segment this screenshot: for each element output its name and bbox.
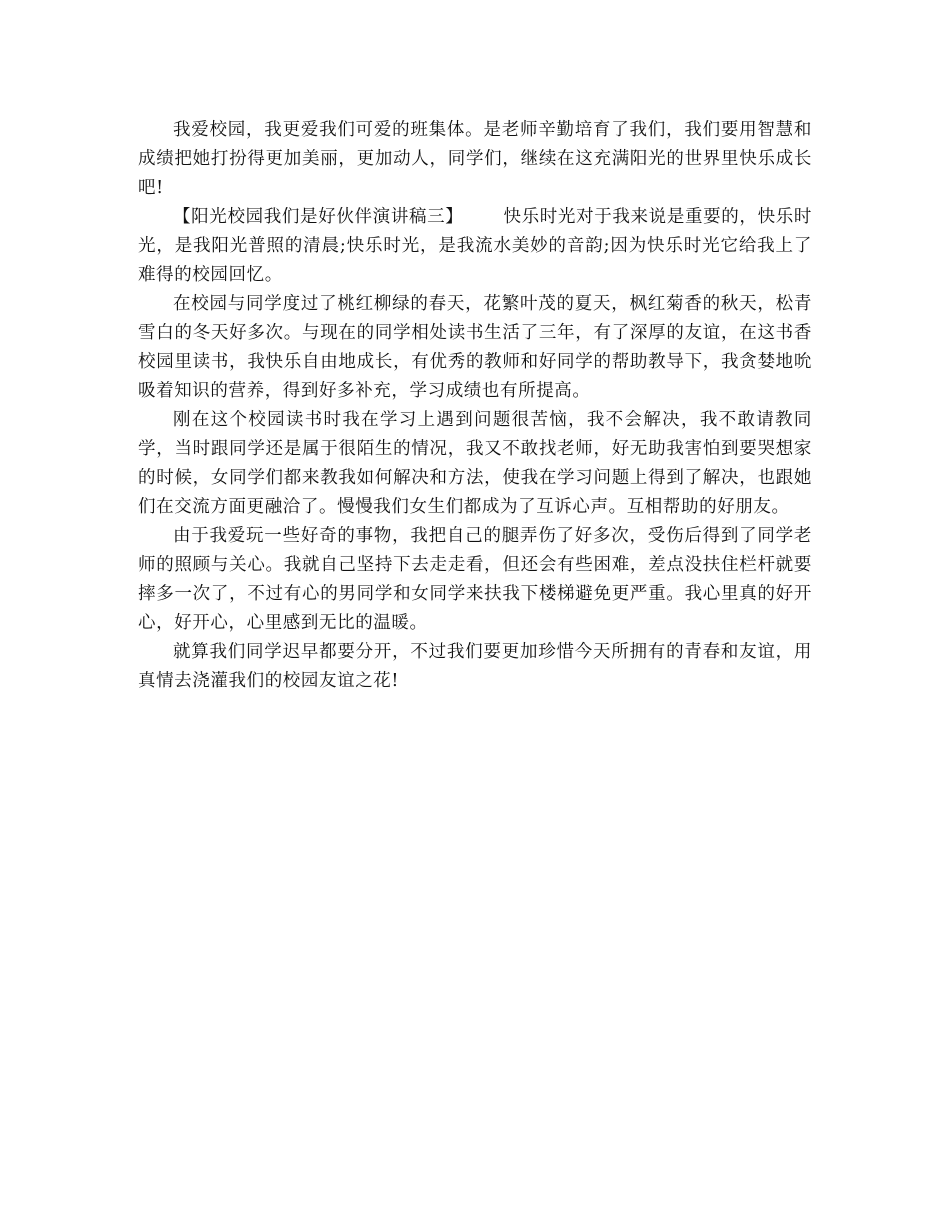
paragraph-4-text: 刚在这个校园读书时我在学习上遇到问题很苦恼，我不会解决，我不敢请教同学，当时跟同学还是属于很陌生的情况，我又不敢找老师，好无助我害怕到要哭想家的时候，女同学们都来教我如何解决和方法，使我在学习问题上得到了解决，也跟她们在交流方面更融洽了。慢慢我们女生们都成为了互诉心声。互相帮助的好朋友。	[138, 410, 812, 517]
paragraph-6	[138, 638, 812, 696]
paragraph-2	[138, 203, 812, 290]
paragraph-4	[138, 406, 812, 522]
section-intro: 快乐时光对于我来说是重要的，快乐时光，是我阳光普照的清晨;快乐时光，是我流水美妙的音韵;因为快乐时光它给我上了难得的校园回忆。	[138, 207, 812, 285]
section-heading: 【阳光校园我们是好伙伴演讲稿三】	[173, 207, 464, 227]
paragraph-1	[138, 116, 812, 203]
paragraph-6-text: 就算我们同学迟早都要分开，不过我们要更加珍惜今天所拥有的青春和友谊，用真情去浇灌我们的校园友谊之花!	[138, 642, 812, 691]
paragraph-5-text: 由于我爱玩一些好奇的事物，我把自己的腿弄伤了好多次，受伤后得到了同学老师的照顾与关心。我就自己坚持下去走走看，但还会有些困难，差点没扶住栏杆就要摔多一次了，不过有心的男同学和女同学来扶我下楼梯避免更严重。我心里真的好开心，好开心，心里感到无比的温暖。	[138, 526, 812, 633]
paragraph-3-text: 在校园与同学度过了桃红柳绿的春天，花繁叶茂的夏天，枫红菊香的秋天，松青雪白的冬天好多次。与现在的同学相处读书生活了三年，有了深厚的友谊，在这书香校园里读书，我快乐自由地成长，有优秀的教师和好同学的帮助教导下，我贪婪地吮吸着知识的营养，得到好多补充，学习成绩也有所提高。	[138, 294, 812, 401]
paragraph-3	[138, 290, 812, 406]
paragraph-1-text: 我爱校园，我更爱我们可爱的班集体。是老师辛勤培育了我们，我们要用智慧和成绩把她打扮得更加美丽，更加动人，同学们，继续在这充满阳光的世界里快乐成长吧!	[138, 120, 812, 198]
paragraph-5	[138, 522, 812, 638]
document-body	[138, 116, 812, 696]
